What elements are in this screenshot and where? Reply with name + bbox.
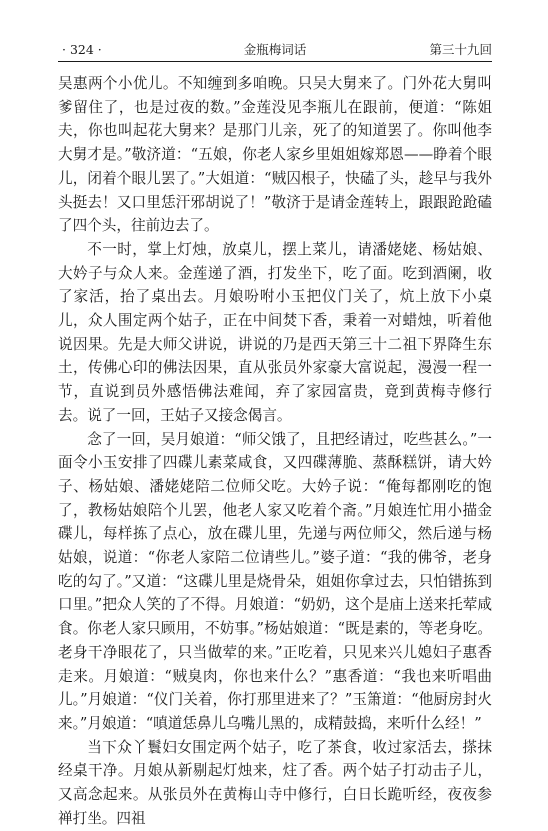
paragraph: 念了一回，吴月娘道：“师父饿了，且把经请过，吃些甚么。”一面令小玉安排了四碟儿素菜咸食，又四碟薄脆、蒸酥糕饼，请大妗子、杨姑娘、潘姥姥陪二位师父吃。大妗子说：“俺每都刚吃的饱了，教杨姑娘陪个儿罢，他老人家又吃着个斋。”月娘连忙用小描金碟儿，每样拣了点心，放在碟儿里，先递与两位师父，然后递与杨姑娘，说道：“你老人家陪二位请些儿。”婆子道：“我的佛爷，老身吃的勾了。”又道：“这碟儿里是烧骨朵，姐姐你拿过去，只怕错拣到口里。”把众人笑的了不得。月娘道：“奶奶，这个是庙上送来托荤咸食。你老人家只顾用，不妨事。”杨姑娘道：“既是素的，等老身吃。老身干净眼花了，只当做荤的来。”正吃着，只见来兴儿媳妇子惠香走来。月娘道：“贼臭肉，你也来什么？”惠香道：“我也来听唱曲儿。”月娘道：“仪门关着，你打那里进来了？”玉箫道：“他厨房封火来。”月娘道：“嗔道恁鼻儿乌嘴儿黑的，成精鼓捣，来听什么经！” (58, 430, 492, 732)
paragraph: 不一时，掌上灯烛，放桌儿，摆上菜儿，请潘姥姥、杨姑娘、大妗子与众人来。金莲递了酒，打发坐下，吃了面。吃到酒阑，收了家活，抬了桌出去。月娘吩咐小玉把仪门关了，炕上放下小桌儿，众人围定两个姑子，正在中间焚下香，秉着一对蜡烛，听着他说因果。先是大师父讲说，讲说的乃是西天第三十二祖下界降生东土，传佛心印的佛法因果，直从张员外家豪大富说起，漫漫一程一节，直说到员外感悟佛法难闻，弃了家园富贵，竟到黄梅寺修行去。说了一回，王姑子又接念偈言。 (58, 240, 492, 424)
body-text (58, 72, 492, 831)
header-rule (58, 61, 492, 62)
running-header (58, 40, 492, 60)
book-title: 金瓶梅词话 (243, 42, 307, 57)
page-number: · 324 · (62, 42, 102, 57)
paragraph: 当下众丫鬟妇女围定两个姑子，吃了茶食，收过家活去，搽抹经桌干净。月娘从新剔起灯烛来，炷了香。两个姑子打动击子儿，又高念起来。从张员外在黄梅山寺中修行，白日长跪听经，夜夜参禅打坐。四祖 (58, 738, 492, 827)
chapter-title: 第三十九回 (429, 42, 492, 57)
paragraph: 吴惠两个小优儿。不知缠到多咱晚。只吴大舅来了。门外花大舅叫爹留住了，也是过夜的数。”金莲没见李瓶儿在跟前，便道：“陈姐夫，你也叫起花大舅来？是那门儿亲，死了的知道罢了。你叫他李大舅才是。”敬济道：“五娘，你老人家乡里姐姐嫁郑恩——睁着个眼儿，闭着个眼儿罢了。”大姐道：“贼囚根子，快磕了头，趁早与我外头挺去！又口里恁汗邪胡说了！”敬济于是请金莲转上，跟跟跄跄磕了四个头，往前边去了。 (58, 75, 492, 235)
